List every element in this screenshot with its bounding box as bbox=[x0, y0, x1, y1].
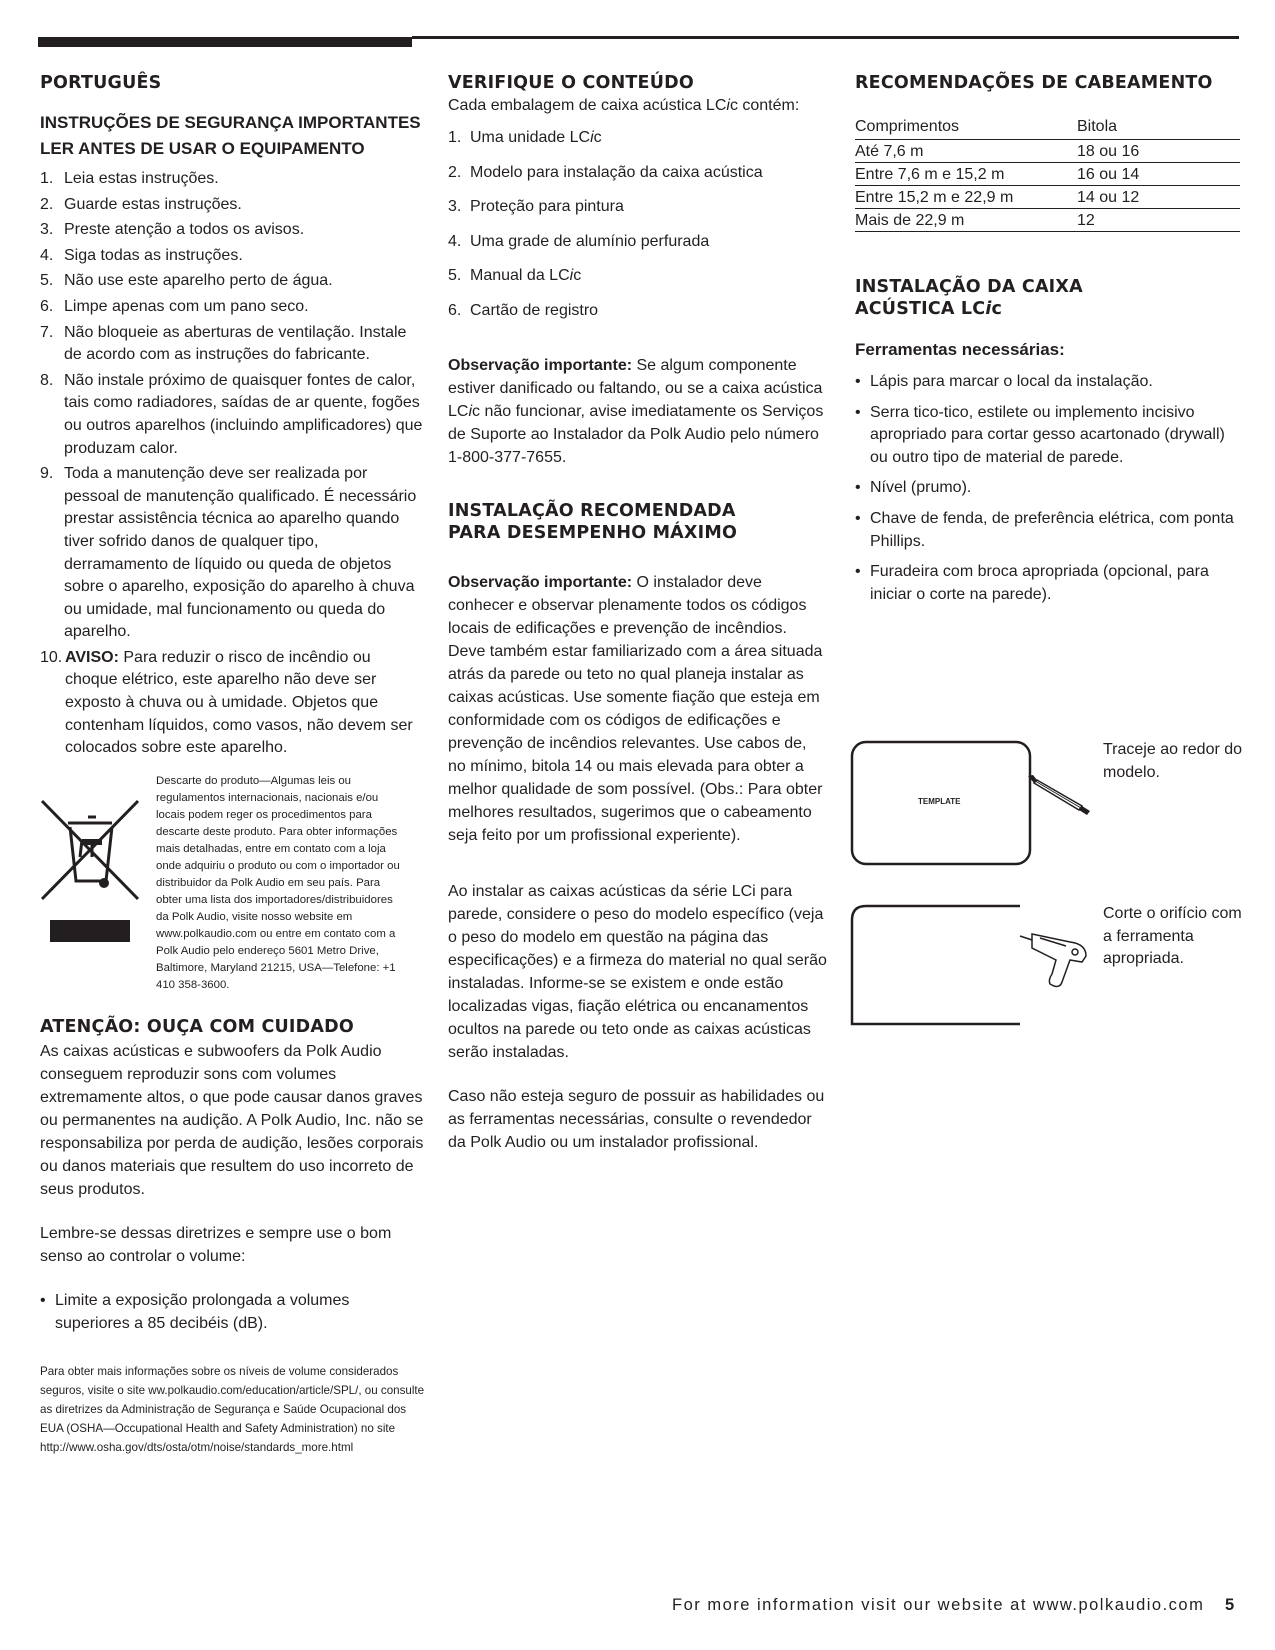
osha-note: Para obter mais informações sobre os níveis de volume considerados seguros, visite o site ww.polkaudio.com/education/article/SPL/, ou consulte as diretrizes da Administração de Segurança e Saúde Ocupacional dos EUA (OSHA—Occupational Health and Safety Administration) no site http://www.osha.gov/dts/osta/otm/noise/standards_more.html bbox=[40, 1365, 425, 1455]
table-row: Entre 15,2 m e 22,9 m 14 ou 12 bbox=[855, 186, 1240, 209]
cabling-table bbox=[855, 115, 1240, 232]
list-item: • Nível (prumo). bbox=[855, 477, 1240, 500]
column-header: Bitola bbox=[1077, 115, 1240, 140]
column-right bbox=[855, 70, 1240, 614]
list-item: 1. Uma unidade LCic bbox=[448, 129, 602, 146]
verify-heading: VERIFIQUE O CONTEÚDO bbox=[448, 73, 694, 93]
list-item: 6. Cartão de registro bbox=[448, 301, 599, 319]
attention-heading: ATENÇÃO: OUÇA COM CUIDADO bbox=[40, 1017, 354, 1037]
list-item: • Chave de fenda, de preferência elétrica, com ponta Phillips. bbox=[855, 508, 1240, 553]
list-item: 2. Modelo para instalação da caixa acústica bbox=[448, 163, 763, 181]
list-item: 5. Manual da LCic bbox=[448, 267, 582, 285]
list-item: • Serra tico-tico, estilete ou implemento incisivo apropriado para cortar gesso acartonado (drywall) ou outro tipo de material de parede. bbox=[855, 402, 1240, 470]
safety-list bbox=[40, 168, 425, 760]
safety-title-line2: LER ANTES DE USAR O EQUIPAMENTO bbox=[40, 139, 365, 158]
weight-paragraph: Ao instalar as caixas acústicas da série LCi para parede, considere o peso do modelo específico (veja o peso do modelo em questão na página das especificações) e a firmeza do material no qual serão instaladas. Informe-se se existem e onde estão localizadas vigas, fiação elétrica ou encanamentos ocultos na parede ou teto onde as caixas acústicas serão instaladas. bbox=[448, 882, 827, 1061]
column-header: Comprimentos bbox=[855, 115, 1077, 140]
column-middle bbox=[448, 70, 828, 1154]
cut-caption: Corte o orifício com a ferramenta apropriada. bbox=[1103, 905, 1242, 968]
column-left bbox=[40, 70, 425, 763]
pencil-icon bbox=[1028, 775, 1090, 815]
drill-icon bbox=[1020, 934, 1086, 987]
disposal-text: Descarte do produto—Algumas leis ou regulamentos internacionais, nacionais e/ou locais podem reger os procedimentos para descarte deste produto. Para obter informações mais detalhadas, entre em contato com a loja onde adquiriu o produto ou com o importador ou distribuidor da Polk Audio em seu país. Para obter uma lista dos importadores/distribuidores da Polk Audio, visite nosso website em www.polkaudio.com ou entre em contato com a Polk Audio pelo endereço 5601 Metro Drive, Baltimore, Maryland 21215, USA—Telefone: +1 410 358-3600. bbox=[156, 775, 400, 991]
install-heading-line2: ACÚSTICA LCic bbox=[855, 299, 1003, 319]
list-item-warning: 10. AVISO: Para reduzir o risco de incêndio ou choque elétrico, este aparelho não deve ser exposto à chuva ou à umidade. Objetos que contenham líquidos, como vasos, não devem ser colocados sobre este aparelho. bbox=[40, 648, 413, 757]
guidelines-paragraph: Lembre-se dessas diretrizes e sempre use o bom senso ao controlar o volume: bbox=[40, 1225, 392, 1265]
attention-paragraph: As caixas acústicas e subwoofers da Polk Audio conseguem reproduzir sons com volumes extremamente altos, o que pode causar danos graves ou permanentes na audição. A Polk Audio, Inc. não se responsabiliza por perda de audição, lesões corporais ou danos materiais que resultem do uso incorreto de seus produtos. bbox=[40, 1043, 424, 1198]
language-heading: PORTUGUÊS bbox=[40, 73, 162, 93]
table-row: Mais de 22,9 m 12 bbox=[855, 209, 1240, 232]
footer-website: For more information visit our website at www.polkaudio.com bbox=[672, 1596, 1205, 1614]
verify-intro: Cada embalagem de caixa acústica LCic contém: bbox=[448, 97, 800, 114]
header-rule-thick bbox=[38, 37, 412, 47]
recommended-heading-line2: PARA DESEMPENHO MÁXIMO bbox=[448, 522, 738, 543]
disposal-notice bbox=[40, 773, 425, 993]
list-item: 5. Não use este aparelho perto de água. bbox=[40, 272, 333, 290]
figure-trace-template bbox=[850, 740, 1250, 870]
table-header-row bbox=[855, 115, 1240, 140]
figure-cut-opening bbox=[850, 904, 1250, 1034]
list-item: 4. Siga todas as instruções. bbox=[40, 246, 243, 264]
safety-title-line1: INSTRUÇÕES DE SEGURANÇA IMPORTANTES bbox=[40, 113, 421, 132]
list-item: 2. Guarde estas instruções. bbox=[40, 195, 242, 213]
cabling-heading: RECOMENDAÇÕES DE CABEAMENTO bbox=[855, 73, 1213, 93]
list-item: 3. Preste atenção a todos os avisos. bbox=[40, 221, 305, 239]
list-item: 4. Uma grade de alumínio perfurada bbox=[448, 232, 710, 250]
list-item: • Furadeira com broca apropriada (opcional, para iniciar o corte na parede). bbox=[855, 561, 1240, 606]
tools-list bbox=[855, 371, 1240, 606]
volume-bullet-list bbox=[40, 1290, 425, 1335]
list-item: 9. Toda a manutenção deve ser realizada por pessoal de manutenção qualificado. É necessário prestar assistência técnica ao aparelho quando tiver sofrido danos de qualquer tipo, derramamento de líquido ou queda de objetos sobre o aparelho, exposição do aparelho à chuva ou umidade, mal funcionamento ou queda do aparelho. bbox=[40, 465, 417, 641]
list-item: 7. Não bloqueie as aberturas de ventilação. Instale de acordo com as instruções do fabricante. bbox=[40, 323, 407, 364]
list-item: • Limite a exposição prolongada a volumes superiores a 85 decibéis (dB). bbox=[40, 1290, 425, 1335]
list-item: 1. Leia estas instruções. bbox=[40, 170, 219, 187]
important-note-support: Observação importante: Se algum componente estiver danificado ou faltando, ou se a caixa acústica LCic não funcionar, avise imediatamente os Serviços de Suporte ao Instalador da Polk Audio pelo número 1-800-377-7655. bbox=[448, 356, 824, 466]
list-item: • Lápis para marcar o local da instalação. bbox=[855, 371, 1240, 394]
tools-heading: Ferramentas necessárias: bbox=[855, 340, 1065, 359]
recommended-heading-line1: INSTALAÇÃO RECOMENDADA bbox=[448, 500, 736, 521]
trace-caption: Traceje ao redor do modelo. bbox=[1103, 741, 1243, 781]
list-item: 8. Não instale próximo de quaisquer fontes de calor, tais como radiadores, saídas de ar quente, fogões ou outros aparelhos (incluindo amplificadores) que produzam calor. bbox=[40, 371, 423, 457]
table-row: Entre 7,6 m e 15,2 m 16 ou 14 bbox=[855, 163, 1240, 186]
template-label: TEMPLATE bbox=[918, 797, 961, 806]
list-item: 3. Proteção para pintura bbox=[448, 198, 624, 216]
weee-bin-icon bbox=[40, 795, 140, 945]
attention-section bbox=[40, 1016, 425, 1457]
important-note-codes: Observação importante: O instalador deve conhecer e observar plenamente todos os códigos locais de edificações e prevenção de incêndios. Deve também estar familiarizado com a área situada atrás da parede ou teto no qual planeja instalar as caixas acústicas. Use somente fiação que esteja em conformidade com os códigos de edificações e prevenção de incêndios relevantes. Use cabos de, no mínimo, bitola 14 ou mais elevada para obter a melhor qualidade de som possível. (Obs.: Para obter melhores resultados, sugerimos que o cabeamento seja feito por um profissional experiente). bbox=[448, 573, 823, 844]
page-number: 5 bbox=[1225, 1596, 1235, 1614]
table-row: Até 7,6 m 18 ou 16 bbox=[855, 140, 1240, 163]
contents-list bbox=[448, 127, 828, 322]
install-heading-line1: INSTALAÇÃO DA CAIXA bbox=[855, 277, 1083, 297]
header-rule-thin bbox=[412, 36, 1239, 39]
list-item: 6. Limpe apenas com um pano seco. bbox=[40, 297, 309, 315]
unsure-paragraph: Caso não esteja seguro de possuir as habilidades ou as ferramentas necessárias, consulte o revendedor da Polk Audio ou um instalador profissional. bbox=[448, 1087, 825, 1151]
